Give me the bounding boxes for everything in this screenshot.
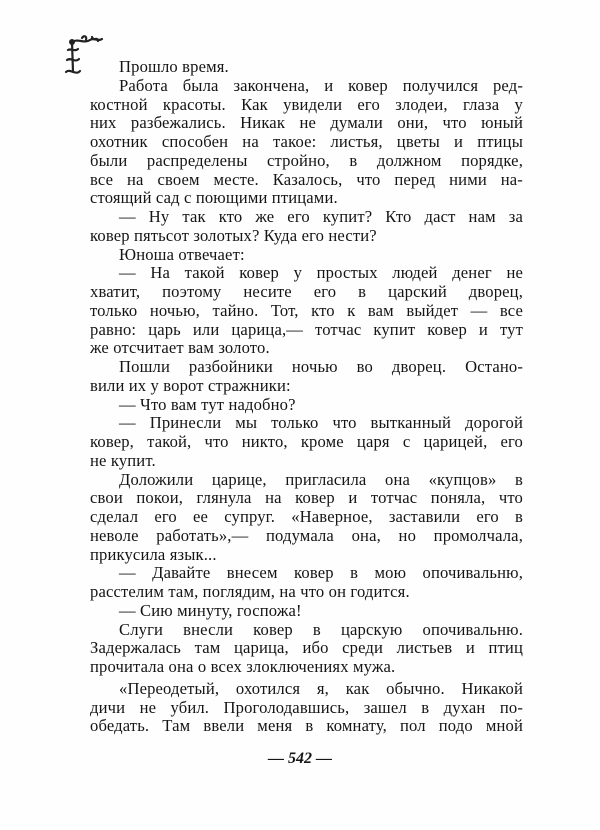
text-line: Работа была закончена, и ковер получился ред-: [119, 75, 523, 95]
text-line: все на своем месте. Казалось, что перед ними на-: [90, 169, 523, 189]
text-line: — На такой ковер у простых людей денег не: [119, 263, 523, 283]
text-line: них разбежались. Никак не думали они, что юный: [90, 113, 523, 133]
text-line: Доложили царице, пригласила она «купцов» в: [119, 469, 523, 489]
text-line: свои покои, глянула на ковер и тотчас поняла, что: [90, 488, 523, 508]
text-line: равно: царь или царица,— тотчас купит ковер и тут: [90, 319, 523, 339]
text-line: — Давайте внесем ковер в мою опочивальню,: [119, 563, 523, 583]
text-line: — Что вам тут надобно?: [119, 394, 296, 414]
text-line: Пошли разбойники ночью во дворец. Остано-: [119, 357, 523, 376]
body-text: [90, 58, 523, 736]
text-line: «Переодетый, охотился я, как обычно. Никакой: [119, 678, 523, 698]
text-line: дичи не убил. Проголодавшись, зашел в духан по-: [90, 697, 523, 717]
page-number: — 542 —: [268, 750, 332, 767]
text-line: не купит.: [90, 450, 156, 470]
text-line: ковер пятьсот золотых? Куда его нести?: [90, 225, 377, 245]
text-line: — Принесли мы только что вытканный дорогой: [119, 413, 523, 433]
text-line: Юноша отвечает:: [119, 244, 245, 264]
text-line: вили их у ворот стражники:: [90, 375, 291, 395]
text-line: неволе работать»,— подумала она, но промолчала,: [90, 525, 523, 545]
text-line: костной красоты. Как увидели его злодеи, глаза у: [90, 94, 523, 114]
text-line: прочитала она о всех злоключениях мужа.: [90, 657, 396, 676]
text-line: обедать. Там ввели меня в комнату, пол подо мной: [90, 716, 523, 736]
text-line: хватит, поэтому несите его в царский дворец,: [90, 282, 523, 301]
text-line: стоящий сад с поющими птицами.: [90, 188, 338, 208]
text-line: ковер, такой, что никто, кроме царя с царицей, его: [90, 432, 523, 451]
text-line: же отсчитает вам золото.: [90, 338, 270, 358]
text-line: расстелим там, поглядим, на что он годится.: [90, 582, 410, 601]
text-line: сделал его ее супруг. «Наверное, заставили его в: [90, 507, 523, 526]
text-line: — Сию минуту, госпожа!: [119, 600, 302, 620]
text-line: охотник способен на такое: листья, цветы и птицы: [90, 132, 523, 151]
text-line: Слуги внесли ковер в царскую опочивальню.: [119, 619, 523, 639]
text-line: Прошло время.: [119, 57, 229, 76]
text-line: — Ну так кто же его купит? Кто даст нам за: [119, 207, 523, 226]
text-line: Задержалась там царица, ибо среди листьев и птиц: [90, 638, 523, 658]
text-line: были распределены стройно, в должном порядке,: [90, 150, 523, 170]
text-line: прикусила язык...: [90, 544, 217, 564]
text-line: только ночью, тайно. Тот, кто к вам выйдет — все: [90, 300, 523, 320]
